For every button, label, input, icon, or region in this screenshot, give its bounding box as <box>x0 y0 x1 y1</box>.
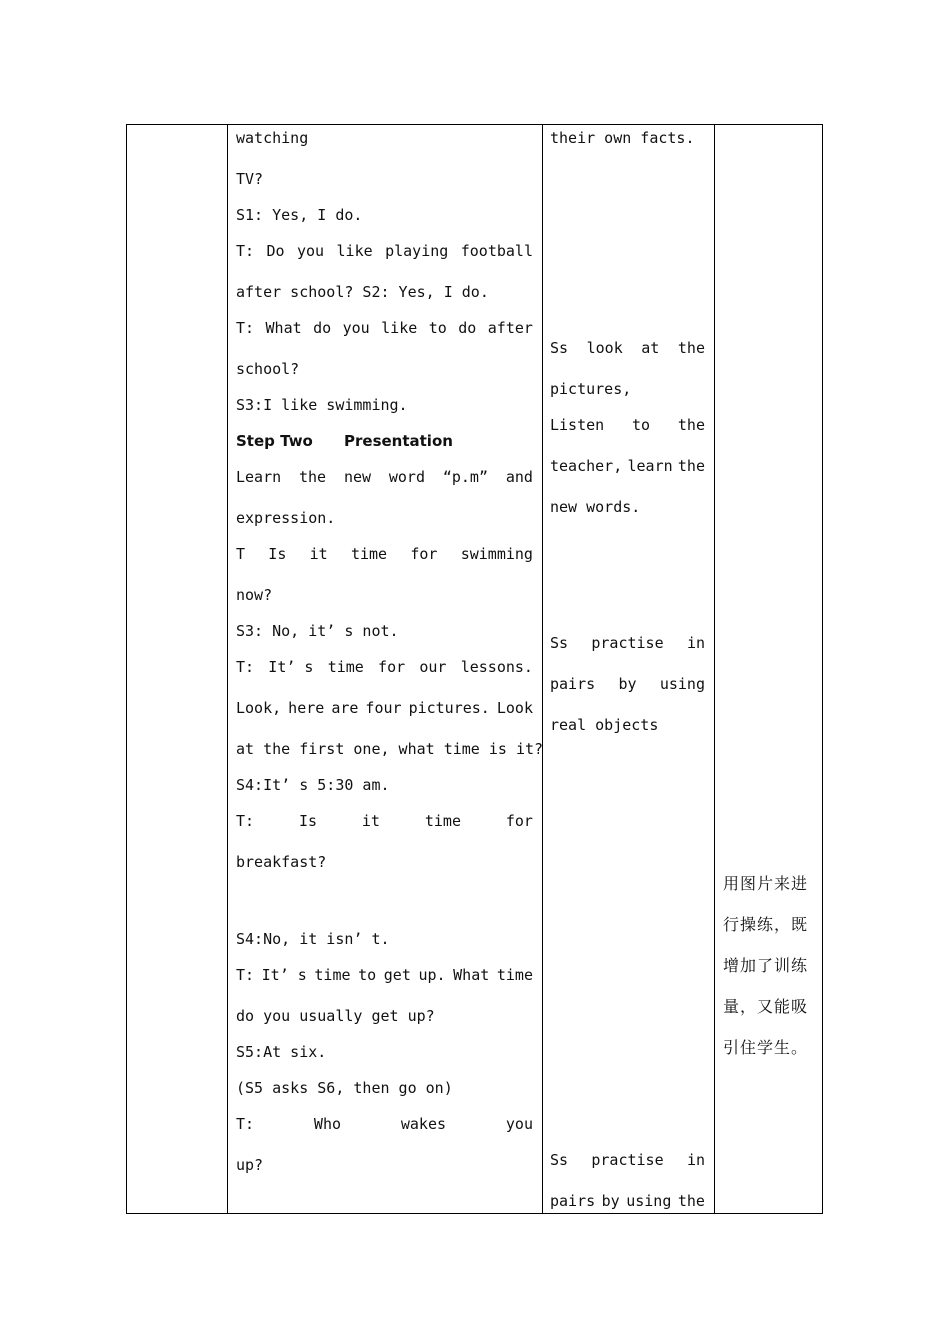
text-line: T: Is it time for <box>236 812 533 830</box>
text-line: Ss practise in <box>550 1151 705 1169</box>
text-line: 行操练，既 <box>723 915 809 934</box>
text-line: breakfast? <box>236 853 327 871</box>
text-line: T: Do you like playing football <box>236 242 533 260</box>
text-line: Listen to the <box>550 416 705 434</box>
text-line: 引住学生。 <box>723 1038 809 1057</box>
text-line: S4:No, it isn’ t. <box>236 930 390 948</box>
text-line: teacher, learn the <box>550 457 705 475</box>
text-line: new words. <box>550 498 641 516</box>
text-line: Learn the new word “p.m” and <box>236 468 533 486</box>
text-line: watching <box>236 129 309 147</box>
teaching-procedure-cell <box>228 124 542 1214</box>
text-line: S3:I like swimming. <box>236 396 408 414</box>
student-activity-cell <box>543 124 714 1214</box>
text-line: T: It’ s time to get up. What time <box>236 966 533 984</box>
text-line: T Is it time for swimming <box>236 545 533 563</box>
text-line: pictures, <box>550 380 632 398</box>
text-line: 用图片来进 <box>723 874 809 893</box>
text-line: TV? <box>236 170 264 188</box>
text-line: Look, here are four pictures. Look <box>236 699 533 717</box>
text-line: at the first one, what time is it? <box>236 740 544 758</box>
text-line: pairs by using the <box>550 1192 705 1210</box>
step-column-cell <box>127 124 227 1214</box>
text-line: Ss look at the <box>550 339 705 357</box>
text-line: T: Who wakes you <box>236 1115 533 1133</box>
step-heading-label: Step Two <box>236 432 313 450</box>
text-line: S4:It’ s 5:30 am. <box>236 776 390 794</box>
text-line: their own facts. <box>550 129 695 147</box>
text-line: T: It’ s time for our lessons. <box>236 658 533 676</box>
text-line: 增加了训练 <box>723 956 809 975</box>
text-line: pairs by using <box>550 675 705 693</box>
step-heading-title: Presentation <box>344 432 453 450</box>
text-line: expression. <box>236 509 336 527</box>
text-line: S3: No, it’ s not. <box>236 622 399 640</box>
text-line: (S5 asks S6, then go on) <box>236 1079 453 1097</box>
text-line: real objects <box>550 716 659 734</box>
text-line: S1: Yes, I do. <box>236 206 363 224</box>
text-line: after school? S2: Yes, I do. <box>236 283 489 301</box>
text-line: up? <box>236 1156 264 1174</box>
text-line: now? <box>236 586 273 604</box>
text-line: school? <box>236 360 300 378</box>
text-line: S5:At six. <box>236 1043 327 1061</box>
text-line: T: What do you like to do after <box>236 319 533 337</box>
text-line: Ss practise in <box>550 634 705 652</box>
text-line: 量，又能吸 <box>723 997 809 1016</box>
design-intent-cell <box>715 124 822 1214</box>
text-line: do you usually get up? <box>236 1007 435 1025</box>
